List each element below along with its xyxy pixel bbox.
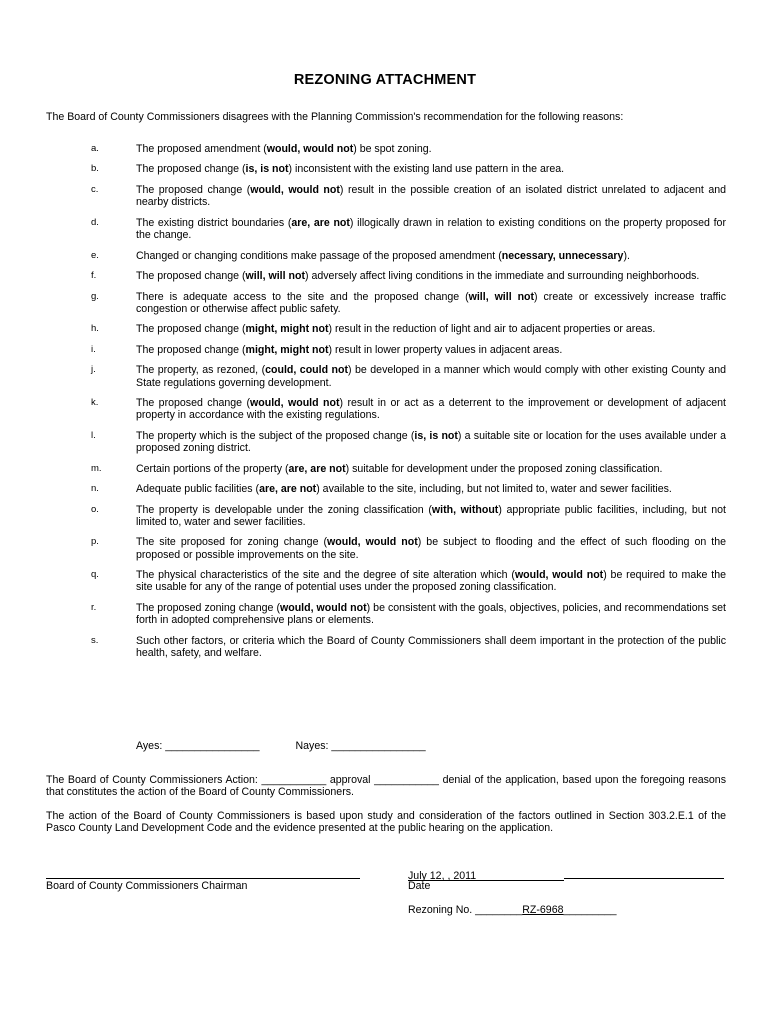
reason-text-post: ) be spot zoning.: [353, 143, 432, 155]
reason-options: would, would not: [250, 183, 340, 196]
reason-text-post: ) result in the reduction of light and air to adjacent properties or areas.: [328, 323, 656, 336]
reason-options: is, is not: [245, 163, 289, 176]
reason-letter: d.: [91, 216, 99, 228]
reason-text-post: ) be subject to flooding and the effect of such flooding on the proposed or possible improvements on the site.: [136, 536, 726, 561]
reason-options: would, would not: [250, 397, 340, 410]
reason-letter: o.: [91, 503, 99, 515]
reason-options: could, could not: [265, 364, 349, 377]
nayes-field: Nayes: ________________: [295, 740, 426, 752]
chairman-signature-line: [46, 878, 360, 879]
reason-item: [46, 291, 726, 316]
reason-text: [136, 635, 726, 660]
reason-item: [46, 323, 726, 335]
ayes-field: Ayes: ________________: [136, 740, 260, 752]
reason-options: might, might not: [245, 343, 329, 356]
reason-text: [136, 323, 726, 335]
date-label: Date: [408, 880, 431, 892]
reason-item: [46, 143, 726, 155]
reason-text-pre: The proposed amendment (: [136, 143, 267, 155]
reason-options: are, are not: [291, 216, 350, 229]
reason-text-pre: The proposed change (: [136, 323, 246, 336]
reason-text: [136, 184, 726, 209]
basis-paragraph: The action of the Board of County Commissioners is based upon study and consideration of the factors outlined in Section 303.2.E.1 of the Pasco County Land Development Code and the evidence presented at the public hearing on the application.: [46, 810, 726, 835]
reason-text-post: ).: [623, 249, 630, 262]
reason-item: [46, 483, 726, 495]
reason-item: [46, 344, 726, 356]
reason-text-pre: The proposed change (: [136, 343, 246, 356]
votes-line: [136, 740, 426, 752]
reason-text-pre: The proposed change (: [136, 163, 246, 176]
reason-text: [136, 250, 726, 262]
reason-text-post: ) adversely affect living conditions in the immediate and surrounding neighborhoods.: [305, 270, 700, 283]
reason-text-post: ) result in the possible creation of an isolated district unrelated to adjacent and nearby districts.: [136, 183, 727, 209]
rezoning-label: Rezoning No. ________: [408, 904, 523, 916]
reason-letter: i.: [91, 343, 96, 355]
reason-text-pre: The proposed change (: [136, 397, 251, 410]
reason-letter: r.: [91, 601, 97, 613]
reason-text-pre: The property is developable under the zoning classification (: [136, 503, 432, 516]
reason-letter: e.: [91, 249, 99, 261]
reason-letter: j.: [91, 364, 96, 376]
date-value: July 12, , 2011: [408, 870, 564, 881]
reason-options: is, is not: [414, 429, 458, 442]
reason-text-pre: Certain portions of the property (: [136, 462, 289, 475]
reason-options: would, would not: [280, 601, 367, 614]
reason-letter: l.: [91, 429, 96, 441]
rezoning-number-line: [408, 904, 617, 916]
reason-text-pre: Changed or changing conditions make passage of the proposed amendment (: [136, 249, 502, 262]
reason-text-post: ) suitable for development under the proposed zoning classification.: [345, 462, 663, 475]
reason-letter: b.: [91, 163, 99, 175]
reason-item: [46, 397, 726, 422]
reason-text: [136, 569, 726, 594]
reason-options: would, would not: [266, 143, 354, 155]
date-rule: [564, 868, 724, 879]
date-line: [408, 868, 724, 882]
reason-letter: p.: [91, 536, 99, 548]
reason-options: would, would not: [514, 569, 604, 582]
reason-item: [46, 163, 726, 175]
rezoning-number: RZ-6968: [522, 904, 564, 916]
intro-paragraph: The Board of County Commissioners disagrees with the Planning Commission's recommendation for the following reasons:: [46, 111, 624, 123]
reason-letter: s.: [91, 634, 99, 646]
reason-letter: f.: [91, 270, 97, 282]
reason-item: [46, 364, 726, 389]
reason-text-post: ) be consistent with the goals, objectives, policies, and recommendations set forth in adopted comprehensive plans or elements.: [136, 601, 726, 627]
reason-item: [46, 504, 726, 529]
reason-item: [46, 250, 726, 262]
reason-text-pre: Such other factors, or criteria which the Board of County Commissioners shall deem important in the protection of the public health, safety, and welfare.: [136, 634, 726, 659]
reason-item: [46, 635, 726, 660]
reason-text-post: ) be required to make the site usable for any of the range of potential uses under the proposed zoning classification.: [136, 569, 726, 594]
reason-text-pre: The proposed zoning change (: [136, 601, 280, 614]
reason-letter: k.: [91, 397, 99, 409]
reason-item: [46, 184, 726, 209]
document-title: REZONING ATTACHMENT: [293, 72, 477, 88]
reason-item: [46, 217, 726, 242]
reason-text-post: ) create or excessively increase traffic congestion or otherwise affect public safety.: [136, 290, 726, 315]
reason-item: [46, 270, 726, 282]
reason-letter: n.: [91, 483, 99, 495]
reason-text-pre: The property, as rezoned, (: [136, 364, 266, 377]
rezoning-trail: _________: [563, 904, 617, 916]
reason-text-pre: The physical characteristics of the site and the degree of site alteration which (: [136, 569, 515, 582]
reason-text-pre: The existing district boundaries (: [136, 216, 292, 229]
reason-item: [46, 430, 726, 455]
reason-item: [46, 463, 726, 475]
reason-text-post: ) be developed in a manner which would comply with other existing County and State regulations governing development.: [136, 364, 726, 389]
reason-text-pre: The proposed change (: [136, 183, 251, 196]
reason-letter: c.: [91, 183, 99, 195]
reason-text-pre: Adequate public facilities (: [136, 483, 260, 496]
reason-text: [136, 397, 726, 422]
reason-text-post: ) available to the site, including, but not limited to, water and sewer facilities.: [316, 483, 672, 496]
reason-text: [136, 602, 726, 627]
reason-text-post: ) appropriate public facilities, including, but not limited to, water and sewer facilities.: [136, 503, 726, 528]
reason-text-pre: The site proposed for zoning change (: [136, 536, 328, 549]
reason-text: [136, 143, 726, 155]
reason-letter: q.: [91, 569, 99, 581]
reason-text-post: ) inconsistent with the existing land use pattern in the area.: [288, 163, 565, 176]
reason-text: [136, 364, 726, 389]
reason-options: will, will not: [468, 290, 535, 303]
reason-item: [46, 536, 726, 561]
reason-text-pre: The property which is the subject of the proposed change (: [136, 429, 415, 442]
reason-text-post: ) result in or act as a deterrent to the improvement or development of adjacent property in accordance with the existing regulations.: [136, 397, 726, 422]
reason-item: [46, 569, 726, 594]
reason-options: will, will not: [245, 270, 305, 283]
board-action-paragraph: The Board of County Commissioners Action: ___________ approval ___________ denial of the application, based upon the foregoing reasons that constitutes the action of the Board of County Commissioners.: [46, 774, 726, 799]
reason-text: [136, 163, 726, 175]
reason-options: might, might not: [245, 323, 329, 336]
reason-text: [136, 291, 726, 316]
reason-text: [136, 483, 726, 495]
reason-options: with, without: [431, 503, 499, 516]
reason-text: [136, 217, 726, 242]
reason-text: [136, 536, 726, 561]
reason-text-post: ) illogically drawn in relation to existing conditions on the property proposed for the change.: [136, 216, 726, 242]
reason-options: are, are not: [259, 483, 317, 496]
chairman-label: Board of County Commissioners Chairman: [46, 880, 248, 892]
reason-letter: h.: [91, 323, 99, 335]
reason-text: [136, 504, 726, 529]
reason-text-pre: The proposed change (: [136, 270, 246, 283]
reason-text: [136, 463, 726, 475]
reason-text-post: ) a suitable site or location for the uses available under a proposed zoning district.: [136, 429, 726, 455]
reason-text-post: ) result in lower property values in adjacent areas.: [328, 343, 563, 356]
reason-letter: m.: [91, 462, 102, 474]
reason-options: are, are not: [288, 462, 346, 475]
reason-options: necessary, unnecessary: [501, 249, 624, 262]
reason-text: [136, 430, 726, 455]
reason-item: [46, 602, 726, 627]
reason-letter: g.: [91, 290, 99, 302]
reason-text-pre: There is adequate access to the site and the proposed change (: [136, 290, 469, 303]
reason-letter: a.: [91, 143, 99, 154]
reason-text: [136, 344, 726, 356]
reasons-list: [46, 143, 726, 667]
reason-options: would, would not: [327, 536, 418, 549]
reason-text: [136, 270, 726, 282]
